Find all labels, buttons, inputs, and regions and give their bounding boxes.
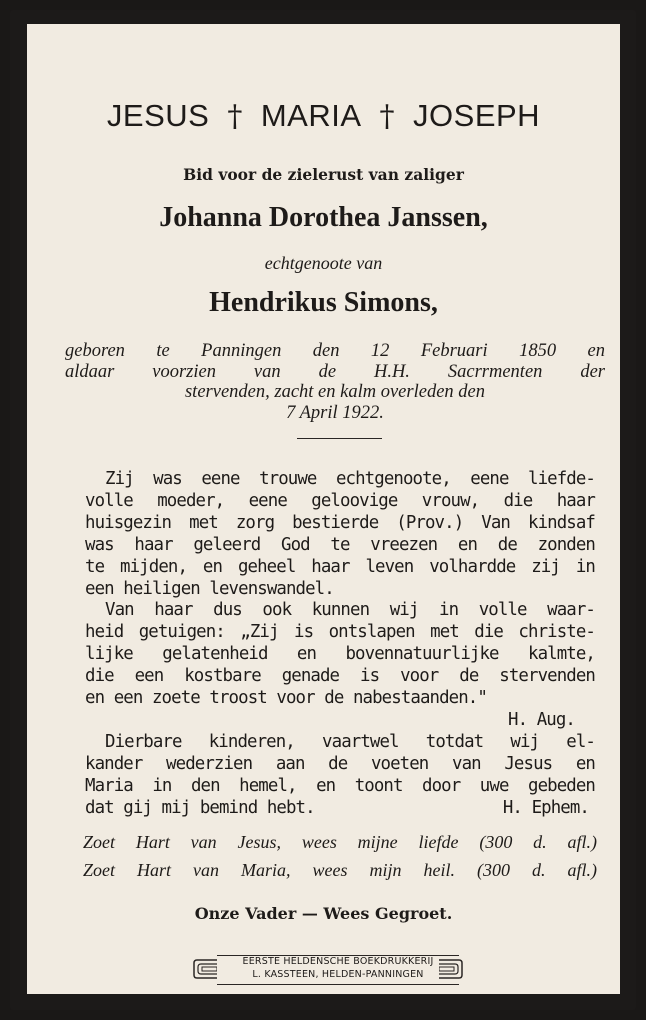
divider (297, 438, 382, 439)
ornament-icon (439, 957, 483, 981)
card-paper (27, 24, 620, 994)
text-line: Dierbare kinderen, vaartwel totdat wij el- (105, 731, 595, 752)
header-maria: MARIA (260, 98, 362, 133)
text-line: een heiligen levenswandel. (85, 578, 334, 599)
header-joseph: JOSEPH (413, 98, 541, 133)
printer-imprint (193, 955, 485, 987)
text-line-signed (85, 798, 595, 820)
text-line: huisgezin met zorg bestierde (Prov.) Van kindsaf (85, 512, 595, 533)
text-line: was haar geleerd God te vreezen en de zonden (85, 534, 595, 555)
text-line: dat gij mij bemind hebt. (85, 797, 315, 818)
spouse-name: Hendrikus Simons, (209, 287, 438, 318)
text-line: die een kostbare genade is voor de stervenden (85, 666, 595, 687)
memorial-text (85, 469, 595, 820)
printer-text (217, 955, 459, 985)
prayer-line: Zoet Hart van Maria, wees mijn heil. (300 d. afl.) (83, 860, 597, 880)
header-jesus: JESUS (106, 98, 210, 133)
birth-line: stervenden, zacht en kalm overleden den (184, 382, 485, 402)
text-line: en een zoete troost voor de nabestaanden." (85, 688, 487, 709)
text-line: volle moeder, eene geloovige vrouw, die haar (85, 490, 595, 511)
quote-source: H. Aug. (508, 709, 575, 730)
intro-text: Bid voor de zielerust van zaliger (183, 165, 464, 184)
birth-line: geboren te Panningen den 12 Februari 1850 en (65, 341, 605, 361)
cross-icon: † (379, 99, 396, 134)
text-line: heid getuigen: „Zij is ontslapen met die christe- (85, 622, 595, 643)
birth-line: 7 April 1922. (286, 402, 384, 423)
birth-death-text (65, 341, 605, 423)
quote-source: H. Ephem. (502, 797, 589, 818)
printer-line: L. KASSTEEN, HELDEN-PANNINGEN (252, 968, 424, 980)
birth-line: aldaar voorzien van de H.H. Sacrrmenten der (65, 361, 605, 382)
deceased-name: Johanna Dorothea Janssen, (159, 202, 488, 233)
prayer-line: Zoet Hart van Jesus, wees mijne liefde (300 d. afl.) (83, 832, 597, 852)
memorial-card (10, 10, 636, 1010)
text-line: kander wederzien aan de voeten van Jesus en (85, 753, 595, 774)
text-line: Maria in den hemel, en toont door uwe gebeden (85, 775, 595, 796)
text-line: Van haar dus ook kunnen wij in volle waar- (105, 600, 595, 621)
header-title (27, 98, 620, 134)
text-line: lijke gelatenheid en bovennatuurlijke kalmte, (85, 644, 595, 665)
ornament-icon (193, 957, 217, 981)
printer-line: EERSTE HELDENSCHE BOEKDRUKKERIJ (242, 956, 434, 967)
text-line: Zij was eene trouwe echtgenoote, eene liefde- (105, 469, 595, 489)
text-line: te mijden, en geheel haar leven volhardde zij in (85, 556, 595, 577)
cross-icon: † (227, 99, 243, 134)
closing-prayer: Onze Vader — Wees Gegroet. (194, 904, 453, 923)
relation-text: echtgenoote van (264, 253, 383, 273)
